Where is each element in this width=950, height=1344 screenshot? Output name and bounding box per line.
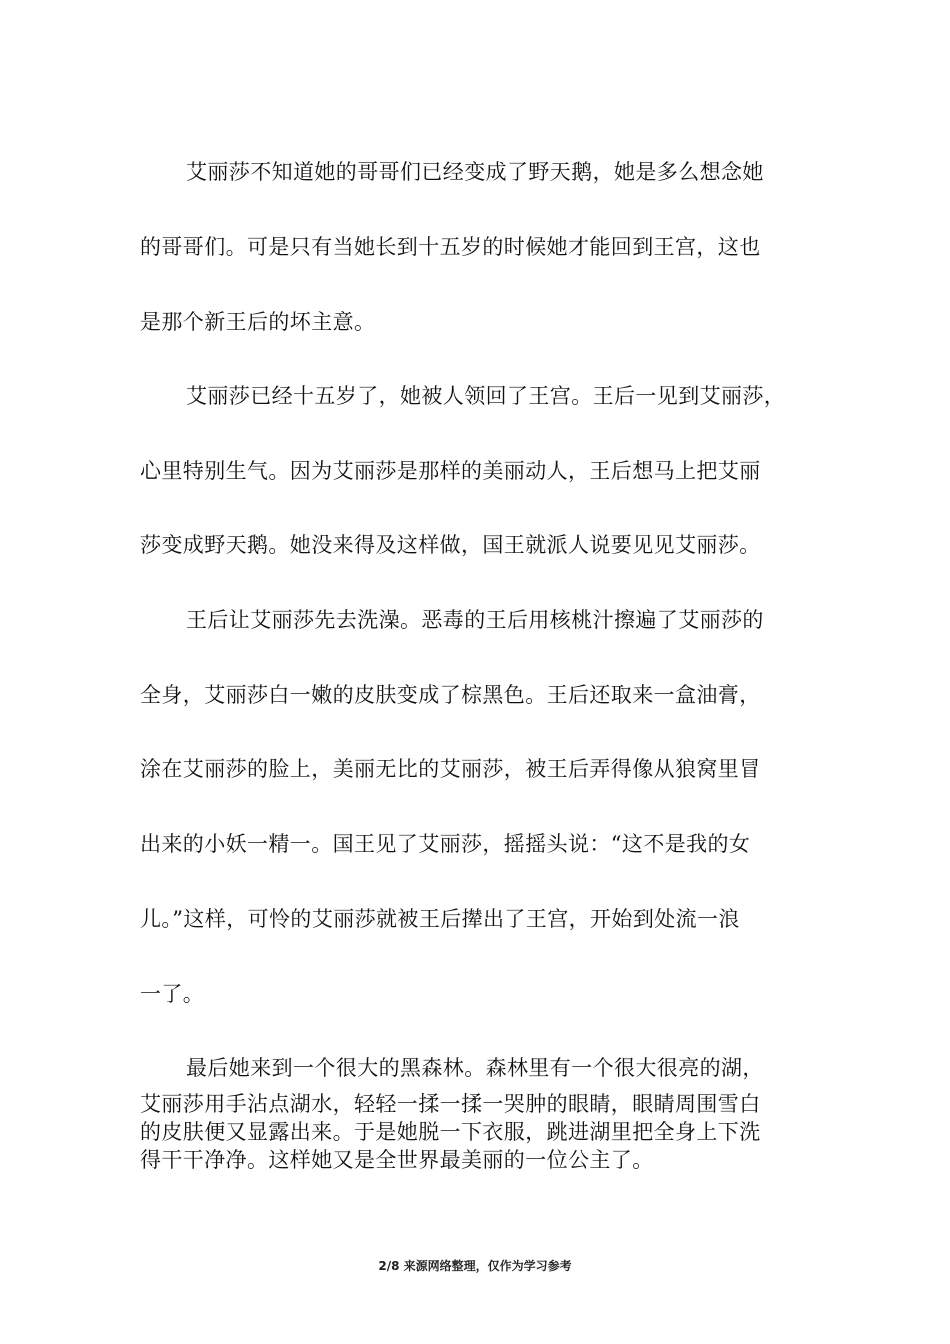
paragraph-3-line-5: 儿。”这样，可怜的艾丽莎就被王后撵出了王宫，开始到处流一浪	[140, 907, 740, 931]
paragraph-4-line-2: 艾丽莎用手沾点湖水，轻轻一揉一揉一哭肿的眼睛，眼睛周围雪白	[140, 1092, 761, 1116]
paragraph-4-line-4: 得干干净净。这样她又是全世界最美丽的一位公主了。	[140, 1148, 654, 1172]
paragraph-1-line-3: 是那个新王后的坏主意。	[140, 310, 376, 334]
paragraph-3-line-1: 王后让艾丽莎先去洗澡。恶毒的王后用核桃汁擦遍了艾丽莎的	[186, 608, 764, 632]
paragraph-4-line-3: 的皮肤便又显露出来。于是她脱一下衣服，跳进湖里把全身上下洗	[140, 1120, 761, 1144]
paragraph-2-line-3: 莎变成野天鹅。她没来得及这样做，国王就派人说要见见艾丽莎。	[140, 533, 761, 557]
page-footer: 2/8 来源网络整理，仅作为学习参考	[378, 1259, 572, 1273]
paragraph-3-line-2: 全身，艾丽莎白一嫩的皮肤变成了棕黑色。王后还取来一盒油膏，	[140, 683, 761, 707]
paragraph-3-line-6: 一了。	[140, 982, 205, 1006]
paragraph-2-line-1: 艾丽莎已经十五岁了，她被人领回了王宫。王后一见到艾丽莎，	[186, 384, 786, 408]
paragraph-4-line-1: 最后她来到一个很大的黑森林。森林里有一个很大很亮的湖，	[186, 1056, 764, 1080]
paragraph-2-line-2: 心里特别生气。因为艾丽莎是那样的美丽动人，王后想马上把艾丽	[140, 459, 761, 483]
paragraph-3-line-4: 出来的小妖一精一。国王见了艾丽莎，摇摇头说：“这不是我的女	[140, 832, 751, 856]
paragraph-1-line-1: 艾丽莎不知道她的哥哥们已经变成了野天鹅，她是多么想念她	[186, 160, 764, 184]
paragraph-3-line-3: 涂在艾丽莎的脸上，美丽无比的艾丽莎，被王后弄得像从狼窝里冒	[140, 757, 761, 781]
paragraph-1-line-2: 的哥哥们。可是只有当她长到十五岁的时候她才能回到王宫，这也	[140, 235, 761, 259]
